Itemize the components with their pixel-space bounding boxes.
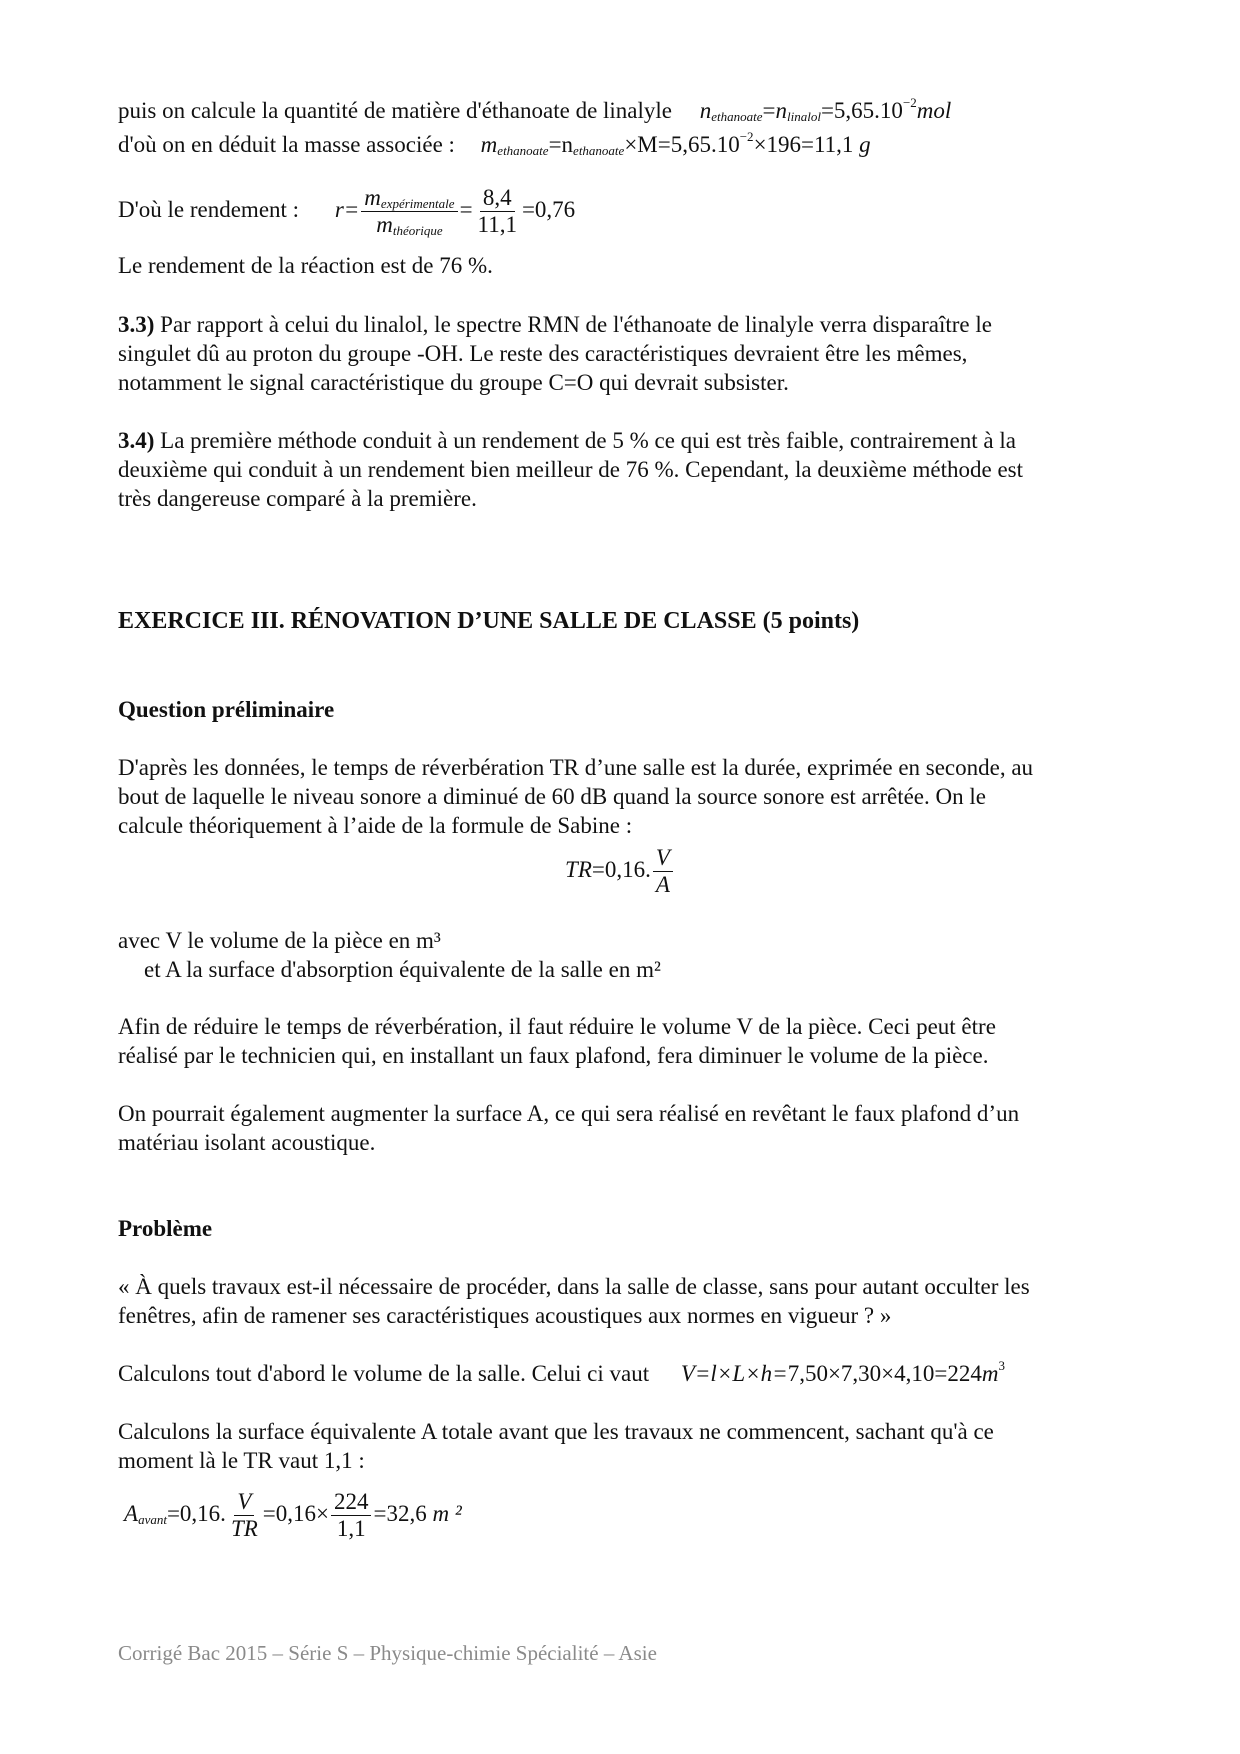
eq-denominator: 11,1 [477, 212, 517, 238]
eq-exponent: 3 [998, 1358, 1005, 1373]
question-3-3-line1 [118, 310, 992, 340]
eq-denominator: 1,1 [336, 1516, 366, 1542]
eq-symbol: m [364, 185, 381, 211]
eq-value: =0,16. [591, 857, 651, 882]
eq-unit: m [981, 1361, 999, 1386]
exercise-title: EXERCICE III. RÉNOVATION D’UNE SALLE DE CLASSE (5 points) [118, 608, 860, 634]
eq-subscript: linalol [787, 109, 821, 124]
eq-subscript: avant [138, 1512, 167, 1527]
eq-symbol: m [376, 212, 393, 238]
eq-numerator: 8,4 [480, 185, 515, 212]
fraction [331, 1489, 372, 1542]
eq-symbol: =n [548, 132, 574, 157]
text: La première méthode conduit à un rendement de 5 % ce qui est très faible, contrairement à la [160, 428, 1016, 453]
eq-exponent: −2 [902, 95, 917, 110]
text: D'où le rendement : [118, 197, 300, 222]
equation-quantite [699, 95, 952, 124]
eq-subscript: théorique [392, 223, 443, 239]
eq-symbol: n [775, 98, 787, 123]
eq-symbol: m [480, 132, 498, 157]
eq-subscript: ethanoate [497, 143, 549, 158]
eq-value: ×196=11,1 [753, 132, 854, 157]
eq-symbol: TR [565, 857, 592, 882]
eq-unit: mol [916, 98, 952, 123]
eq-denominator: TR [230, 1516, 258, 1542]
prelim-p3-line2: matériau isolant acoustique. [118, 1130, 376, 1155]
prelim-p1-line1: D'après les données, le temps de réverbération TR d’une salle est la durée, exprimée en seconde, au [118, 755, 1034, 780]
eq-value: =32,6 [373, 1501, 427, 1526]
probleme-question-line1: « À quels travaux est-il nécessaire de procéder, dans la salle de classe, sans pour autant occulter les [118, 1274, 1030, 1299]
question-3-4-line3: très dangereuse comparé à la première. [118, 486, 477, 511]
eq-unit: g [859, 132, 871, 157]
prelim-p3-line1: On pourrait également augmenter la surface A, ce qui sera réalisé en revêtant le faux plafond d’un [118, 1101, 1020, 1126]
eq-numerator: V [234, 1489, 254, 1516]
volume-line [118, 1359, 1005, 1389]
text-line-quantite [118, 96, 951, 126]
equation-sabine [0, 840, 1240, 900]
eq-symbol: V=l×L×h= [680, 1361, 788, 1386]
fraction [475, 185, 520, 238]
fraction [361, 185, 457, 238]
text-line-rendement [118, 180, 575, 240]
avec-line2: et A la surface d'absorption équivalente de la salle en m² [144, 957, 661, 982]
question-label: 3.4) [118, 428, 155, 453]
equation-a-avant [124, 1484, 462, 1544]
eq-symbol: = [762, 98, 776, 123]
prelim-p2-line1: Afin de réduire le temps de réverbération, il faut réduire le volume V de la pièce. Ceci peut être [118, 1014, 996, 1039]
prelim-p2-line2: réalisé par le technicien qui, en installant un faux plafond, fera diminuer le volume de la pièce. [118, 1043, 989, 1068]
fraction [228, 1489, 261, 1542]
question-label: 3.3) [118, 312, 155, 337]
question-3-3-line2: singulet dû au proton du groupe -OH. Le reste des caractéristiques devraient être les mêmes, [118, 341, 968, 366]
text: Par rapport à celui du linalol, le spectre RMN de l'éthanoate de linalyle verra disparaître le [160, 312, 992, 337]
eq-symbol: A [124, 1501, 139, 1526]
eq-denominator: A [655, 872, 670, 898]
question-3-4-line2: deuxième qui conduit à un rendement bien meilleur de 76 %. Cependant, la deuxième méthode est [118, 457, 1024, 482]
eq-symbol: r= [334, 197, 360, 222]
eq-subscript: expérimentale [380, 196, 455, 212]
eq-value: =0,16× [262, 1501, 329, 1526]
equation-masse [480, 129, 871, 158]
text-line-rendement-result: Le rendement de la réaction est de 76 %. [118, 253, 493, 278]
surface-line1: Calculons la surface équivalente A totale avant que les travaux ne commencent, sachant qu'à ce [118, 1419, 994, 1444]
text: Calculons tout d'abord le volume de la salle. Celui ci vaut [118, 1361, 650, 1386]
prelim-p1-line2: bout de laquelle le niveau sonore a diminué de 60 dB quand la source sonore est arrêtée. On le [118, 784, 986, 809]
eq-value: ×M=5,65.10 [624, 132, 740, 157]
eq-exponent: −2 [739, 129, 754, 144]
text-line-masse [118, 130, 871, 160]
eq-subscript: ethanoate [573, 143, 625, 158]
eq-unit: m ² [432, 1501, 462, 1526]
equation-rendement: r= $\frac{m_{expérimentale}}{m_{théorique}}$ = $\frac{8,4}{11,1}$ =0,76 [334, 185, 576, 239]
eq-numerator: 224 [331, 1489, 372, 1516]
prelim-p1-line3: calcule théoriquement à l’aide de la formule de Sabine : [118, 813, 633, 838]
eq-value: 7,50×7,30×4,10=224 [787, 1361, 982, 1386]
probleme-heading: Problème [118, 1216, 213, 1241]
eq-numerator: V [653, 845, 673, 872]
prelim-heading: Question préliminaire [118, 697, 335, 722]
probleme-question-line2: fenêtres, afin de ramener ses caractéristiques acoustiques aux normes en vigueur ? » [118, 1303, 892, 1328]
page-footer: Corrigé Bac 2015 – Série S – Physique-chimie Spécialité – Asie [118, 1641, 657, 1665]
eq-value: =0,16. [166, 1501, 226, 1526]
eq-value: =0,76 [521, 197, 576, 222]
text: puis on calcule la quantité de matière d'éthanoate de linalyle [118, 98, 672, 123]
question-3-4-line1 [118, 426, 1016, 456]
text: d'où on en déduit la masse associée : [118, 132, 455, 157]
eq-symbol: n [699, 98, 712, 123]
eq-value: =5,65.10 [820, 98, 903, 123]
question-3-3-line3: notamment le signal caractéristique du groupe C=O qui devrait subsister. [118, 370, 789, 395]
equation-volume [680, 1358, 1005, 1386]
surface-line2: moment là le TR vaut 1,1 : [118, 1448, 365, 1473]
fraction [653, 845, 673, 898]
eq-subscript: ethanoate [711, 109, 763, 124]
avec-line1: avec V le volume de la pièce en m³ [118, 928, 441, 953]
